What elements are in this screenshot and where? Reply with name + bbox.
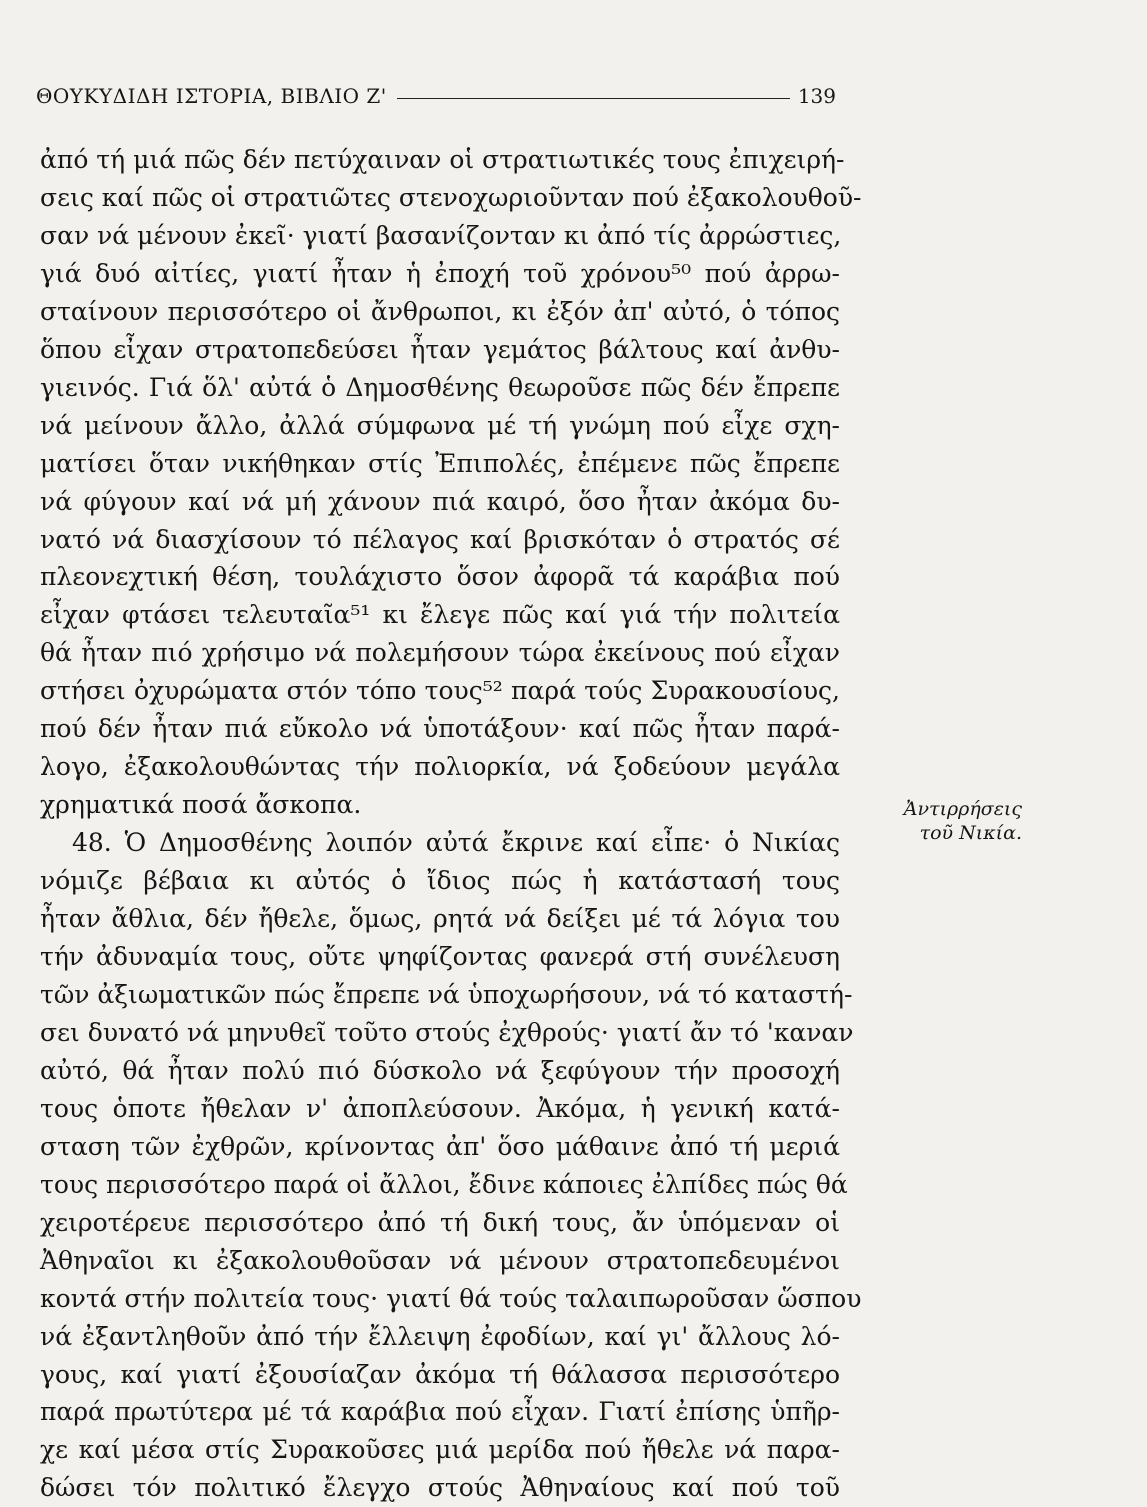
text-line: τήν ἀδυναμία τους, οὔτε ψηφίζοντας φανερά στή συνέλευση (40, 942, 840, 972)
text-line: παρά πρωτύτερα μέ τά καράβια πού εἶχαν. Γιατί ἐπίσης ὑπῆρ- (40, 1397, 840, 1427)
margin-note (862, 797, 1022, 845)
text-line: αὐτό, θά ἦταν πολύ πιό δύσκολο νά ξεφύγουν τήν προσοχή (40, 1055, 840, 1085)
running-header (36, 80, 836, 108)
margin-note-line-1: Ἀντιρρήσεις (903, 798, 1022, 820)
text-line: τους ὁποτε ἤθελαν ν' ἀποπλεύσουν. Ἀκόμα, ἡ γενική κατά- (40, 1093, 840, 1123)
text-line: νατό νά διασχίσουν τό πέλαγος καί βρισκόταν ὁ στρατός σέ (40, 524, 840, 554)
text-line: ὅπου εἶχαν στρατοπεδεύσει ἦταν γεμάτος βάλτους καί ἀνθυ- (40, 334, 840, 364)
text-line: νά μείνουν ἄλλο, ἀλλά σύμφωνα μέ τή γνώμη πού εἶχε σχη- (40, 410, 840, 440)
body-text (40, 141, 862, 1507)
running-title: ΘΟΥΚΥΔΙΔΗ ΙΣΤΟΡΙΑ, ΒΙΒΛΙΟ Ζ' (36, 84, 387, 108)
text-line: σταση τῶν ἐχθρῶν, κρίνοντας ἀπ' ὅσο μάθαινε ἀπό τή μεριά (40, 1131, 840, 1161)
text-line: λογο, ἐξακολουθώντας τήν πολιορκία, νά ξοδεύουν μεγάλα (40, 752, 840, 782)
text-line: νά ἐξαντληθοῦν ἀπό τήν ἔλλειψη ἐφοδίων, καί γι' ἄλλους λό- (40, 1321, 840, 1351)
text-line: γιεινός. Γιά ὅλ' αὐτά ὁ Δημοσθένης θεωροῦσε πῶς δέν ἔπρεπε (40, 372, 840, 402)
text-line: γους, καί γιατί ἐξουσίαζαν ἀκόμα τή θάλασσα περισσότερο (40, 1359, 840, 1389)
text-line: κοντά στήν πολιτεία τους· γιατί θά τούς ταλαιπωροῦσαν ὥσπου (40, 1283, 862, 1313)
text-line: χρηματικά ποσά ἄσκοπα. (40, 790, 362, 820)
text-line: σταίνουν περισσότερο οἱ ἄνθρωποι, κι ἐξόν ἀπ' αὐτό, ὁ τόπος (40, 296, 840, 326)
text-line: ἦταν ἄθλια, δέν ἤθελε, ὅμως, ρητά νά δείξει μέ τά λόγια του (40, 904, 840, 934)
text-line: ἀπό τή μιά πῶς δέν πετύχαιναν οἱ στρατιωτικές τους ἐπιχειρή- (40, 145, 845, 174)
text-line: δώσει τόν πολιτικό ἔλεγχο στούς Ἀθηναίους καί πού τοῦ (40, 1473, 840, 1503)
text-line: σαν νά μένουν ἐκεῖ· γιατί βασανίζονταν κι ἀπό τίς ἀρρώστιες, (40, 220, 842, 250)
section-48-start: 48. Ὁ Δημοσθένης λοιπόν αὐτά ἔκρινε καί εἶπε· ὁ Νικίας (72, 828, 840, 858)
header-rule (397, 98, 790, 99)
text-line: σει δυνατό νά μηνυθεῖ τοῦτο στούς ἐχθρούς· γιατί ἄν τό 'καναν (40, 1017, 854, 1047)
text-line: νά φύγουν καί νά μή χάνουν πιά καιρό, ὅσο ἦταν ἀκόμα δυ- (40, 486, 840, 516)
text-line: τους περισσότερο παρά οἱ ἄλλοι, ἔδινε κάποιες ἐλπίδες πώς θά (40, 1169, 848, 1199)
text-line: πλεονεχτική θέση, τουλάχιστο ὅσον ἀφορᾶ τά καράβια πού (40, 562, 840, 592)
text-line: γιά δυό αἰτίες, γιατί ἦταν ἡ ἐποχή τοῦ χρόνου⁵⁰ πού ἀρρω- (40, 258, 840, 288)
text-line: πού δέν ἦταν πιά εὔκολο νά ὑποτάξουν· καί πῶς ἦταν παρά- (40, 714, 840, 744)
text-line: τῶν ἀξιωματικῶν πώς ἔπρεπε νά ὑποχωρήσουν, νά τό καταστή- (40, 979, 853, 1009)
margin-note-line-2: τοῦ Νικία. (919, 822, 1022, 844)
text-line: νόμιζε βέβαια κι αὐτός ὁ ἴδιος πώς ἡ κατάστασή τους (40, 866, 840, 896)
text-line: σεις καί πῶς οἱ στρατιῶτες στενοχωριοῦνταν πού ἐξακολουθοῦ- (40, 182, 862, 212)
text-line: χε καί μέσα στίς Συρακοῦσες μιά μερίδα πού ἤθελε νά παρα- (40, 1435, 840, 1465)
text-line: ματίσει ὅταν νικήθηκαν στίς Ἐπιπολές, ἐπέμενε πῶς ἔπρεπε (40, 448, 840, 478)
page-number: 139 (797, 84, 836, 108)
text-line: χειροτέρευε περισσότερο ἀπό τή δική τους, ἄν ὑπόμεναν οἱ (40, 1207, 840, 1237)
text-line: στήσει ὀχυρώματα στόν τόπο τους⁵² παρά τούς Συρακουσίους, (40, 676, 840, 706)
text-line: θά ἦταν πιό χρήσιμο νά πολεμήσουν τώρα ἐκείνους πού εἶχαν (40, 638, 840, 668)
text-line: Ἀθηναῖοι κι ἐξακολουθοῦσαν νά μένουν στρατοπεδευμένοι (40, 1245, 840, 1275)
text-line: εἶχαν φτάσει τελευταῖα⁵¹ κι ἔλεγε πῶς καί γιά τήν πολιτεία (40, 600, 840, 630)
